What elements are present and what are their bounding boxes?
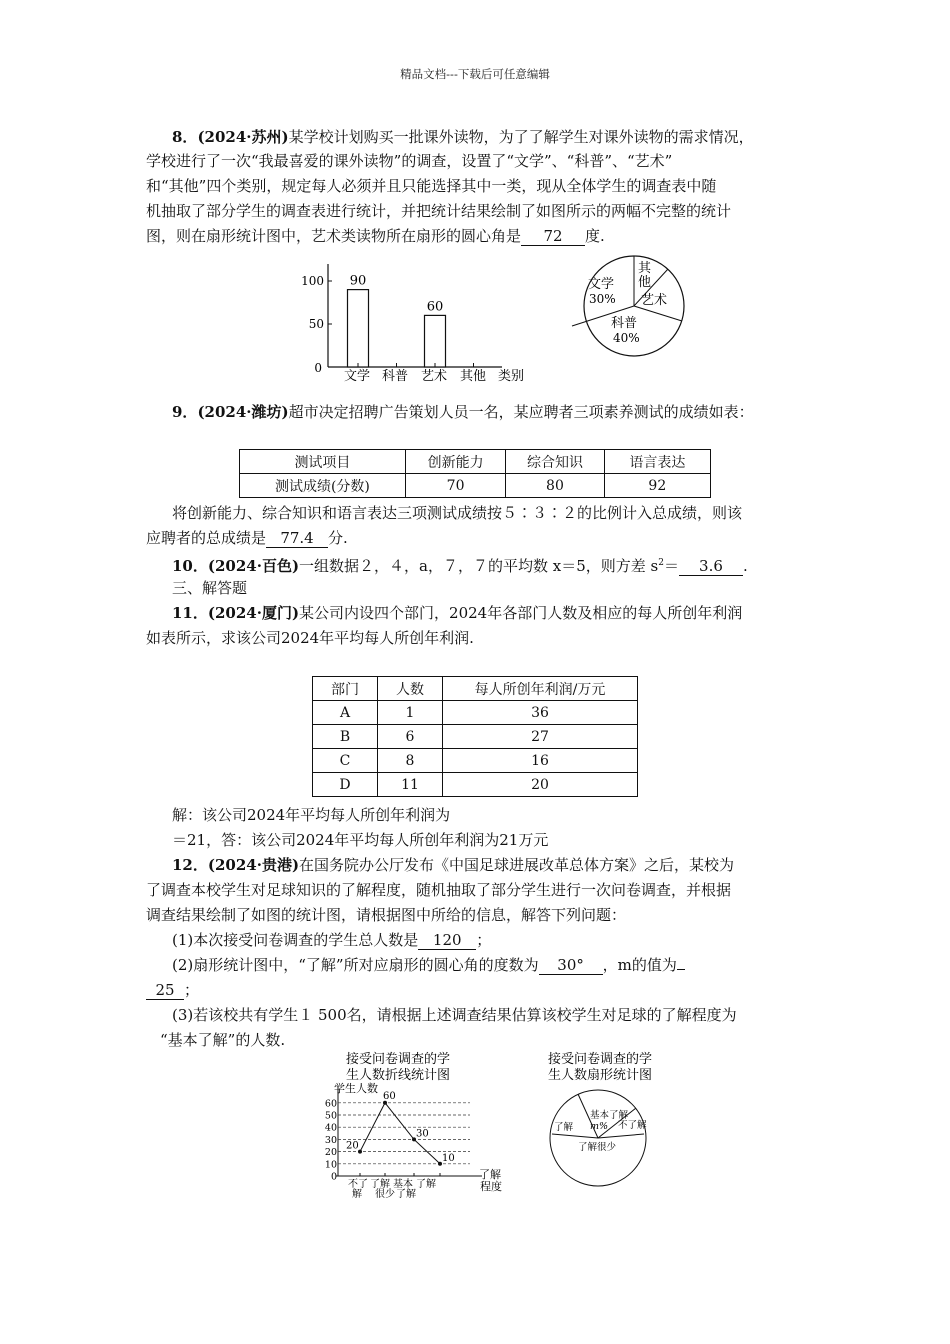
line-ytick-40: 40 — [324, 1122, 337, 1134]
q11-cell: A — [313, 701, 378, 725]
q11-line1 — [172, 601, 812, 625]
q10-eq: ＝ — [663, 557, 679, 575]
q12-answer-3: 25 — [146, 981, 184, 1000]
q9-text-3b: 分. — [328, 529, 348, 547]
line-xlabel-2: 程度 — [480, 1180, 502, 1193]
q12-part1 — [172, 928, 812, 952]
section-title: 三、解答题 — [172, 579, 248, 597]
q11-cell: 16 — [443, 749, 638, 773]
q12-part2-cont — [146, 978, 786, 1002]
q10-number: 10． — [172, 557, 208, 575]
q12-p2-text: (2)扇形统计图中，“了解”所对应扇形的圆心角的度数为 — [172, 956, 539, 974]
pie1-pct-wenxue: 30% — [589, 292, 616, 306]
line-xtick-b-2: 了解 — [396, 1189, 416, 1200]
line-ytick-10: 10 — [324, 1159, 337, 1171]
q8-line3: 和“其他”四个类别，规定每人必须并且只能选择其中一类，现从全体学生的调查表中随 — [146, 177, 717, 195]
q9-table — [239, 449, 711, 498]
q11-table-row — [313, 773, 638, 797]
q12-text-1: 在国务院办公厅发布《中国足球进展改革总体方案》之后，某校为 — [299, 856, 735, 874]
pie1-pct-kepu: 40% — [613, 331, 640, 345]
pie1-label-kepu: 科普 — [611, 316, 638, 331]
q10-line — [172, 551, 812, 578]
q11-solution-1: 解：该公司2024年平均每人所创年利润为 — [172, 806, 451, 824]
line-title-1: 接受问卷调查的学 — [345, 1052, 451, 1067]
line-xtick-a-0: 不了 — [348, 1179, 368, 1190]
q9-number: 9． — [172, 403, 198, 421]
q9-th-innovation: 创新能力 — [405, 450, 505, 474]
q10-answer: 3.6 — [679, 557, 743, 576]
bar-xlabel-qita: 其他 — [460, 369, 487, 384]
q11-line2: 如表所示，求该公司2024年平均每人所创年利润. — [146, 629, 474, 647]
q9-text-3: 应聘者的总成绩是 — [146, 529, 267, 547]
q11-source: (2024·厦门) — [207, 604, 300, 622]
line-xtick-b-0: 解 — [352, 1189, 362, 1200]
line-ytick-50: 50 — [324, 1110, 337, 1122]
q12-line3: 调查结果绘制了如图的统计图，请根据图中所给的信息，解答下列问题： — [146, 906, 627, 924]
q11-cell: C — [313, 749, 378, 773]
q11-th-count: 人数 — [378, 677, 443, 701]
pie2-label-liaojie: 了解 — [554, 1122, 574, 1133]
q12-blank-tail — [677, 969, 685, 970]
q11-cell: 20 — [443, 773, 638, 797]
line-xlabel-1: 了解 — [479, 1168, 501, 1181]
pie2-label-buliaojie: 不了解 — [618, 1120, 647, 1131]
pie2-pct-m: m% — [590, 1121, 609, 1132]
q11-cell: 36 — [443, 701, 638, 725]
q11-cell: 6 — [378, 725, 443, 749]
q9-td-expression: 92 — [604, 474, 710, 498]
line-ytick-0: 0 — [330, 1171, 337, 1183]
line-ytick-30: 30 — [324, 1134, 337, 1146]
q8-line2: 学校进行了一次“我最喜爱的课外读物”的调查，设置了“文学”、“科普”、“艺术” — [146, 152, 673, 170]
q11-cell: 1 — [378, 701, 443, 725]
q11-solution-2: ＝21，答：该公司2024年平均每人所创年利润为21万元 — [172, 831, 549, 849]
pie2-label-jiben: 基本了解 — [590, 1110, 629, 1121]
q9-line3 — [146, 526, 786, 550]
q11-table-row — [313, 725, 638, 749]
q9-table-head — [240, 450, 711, 474]
q12-p1-end: ； — [476, 931, 492, 949]
q11-cell: 8 — [378, 749, 443, 773]
bar-ytick-100: 100 — [301, 274, 324, 288]
q10-text: 一组数据２，４，a，７，７的平均数 x＝5，则方差 s — [299, 557, 659, 575]
pie2-title-2: 生人数扇形统计图 — [547, 1068, 653, 1083]
q8-text-5b: 度. — [585, 227, 605, 245]
q11-cell: 11 — [378, 773, 443, 797]
bar-2 — [425, 315, 446, 367]
line-title-2: 生人数折线统计图 — [345, 1068, 451, 1083]
q9-line1 — [172, 400, 812, 424]
pie2-label-henshao: 了解很少 — [578, 1142, 617, 1153]
q9-table-row — [240, 474, 711, 498]
pie-chart-reading — [566, 252, 712, 362]
bar-label-2: 60 — [426, 299, 444, 315]
q11-th-dept: 部门 — [313, 677, 378, 701]
q11-number: 11． — [172, 604, 208, 622]
q11-cell: D — [313, 773, 378, 797]
page-header: 精品文档---下载后可任意编辑 — [400, 67, 550, 81]
q9-th-item: 测试项目 — [240, 450, 406, 474]
q9-source: (2024·潍坊) — [197, 403, 289, 421]
q12-part3-cont: “基本了解”的人数. — [160, 1031, 286, 1049]
line-xtick-a-1: 了解 — [370, 1179, 390, 1190]
line-label-2: 30 — [416, 1128, 429, 1140]
q12-p2-text-b: ，m的值为 — [602, 956, 677, 974]
q9-text: 超市决定招聘广告策划人员一名，某应聘者三项素养测试的成绩如表： — [288, 403, 754, 421]
q8-number: 8． — [172, 128, 198, 146]
q9-line2: 将创新能力、综合知识和语言表达三项测试成绩按５∶３∶２的比例计入总成绩，则该 — [172, 504, 743, 522]
bar-xlabel-yishu: 艺术 — [421, 369, 448, 384]
line-xtick-a-2: 基本 — [393, 1179, 413, 1190]
q12-answer-1: 120 — [418, 931, 476, 950]
q12-line2: 了调查本校学生对足球知识的了解程度，随机抽取了部分学生进行一次问卷调查，并根据 — [146, 881, 732, 899]
q12-number: 12． — [172, 856, 208, 874]
bar-ytick-50: 50 — [308, 317, 324, 331]
bar-0 — [348, 290, 369, 367]
q12-p1-text: (1)本次接受问卷调查的学生总人数是 — [172, 931, 419, 949]
pie1-label-yishu: 艺术 — [641, 293, 668, 308]
q8-line5 — [146, 224, 786, 248]
q9-answer: 77.4 — [266, 529, 328, 548]
q10-sup: 2 — [658, 558, 664, 568]
line-label-0: 20 — [346, 1140, 359, 1152]
q8-answer: 72 — [521, 227, 585, 246]
q11-table-row — [313, 701, 638, 725]
bar-chart — [300, 258, 540, 388]
bar-ytick-0: 0 — [314, 361, 322, 375]
bar-xlabel-wenxue: 文学 — [344, 369, 371, 384]
bar-xlabel-kepu: 科普 — [382, 369, 409, 384]
q10-end: . — [742, 557, 748, 575]
q8-text-5: 图，则在扇形统计图中，艺术类读物所在扇形的圆心角是 — [146, 227, 522, 245]
q8-line1 — [172, 125, 812, 149]
q11-cell: 27 — [443, 725, 638, 749]
q11-table-row — [313, 749, 638, 773]
bar-xlabel-category: 类别 — [498, 369, 525, 384]
pie1-label-qita-1: 其 — [638, 261, 652, 276]
q8-line4: 机抽取了部分学生的调查表进行统计，并把统计结果绘制了如图所示的两幅不完整的统计 — [146, 202, 732, 220]
q11-cell: B — [313, 725, 378, 749]
q10-source: (2024·百色) — [207, 557, 300, 575]
pie-chart-survey — [540, 1050, 670, 1198]
q8-source: (2024·苏州) — [197, 128, 289, 146]
q9-td-knowledge: 80 — [506, 474, 604, 498]
q12-p2-end: ； — [184, 981, 200, 999]
line-xtick-a-3: 了解 — [416, 1179, 436, 1190]
bar-label-0: 90 — [349, 273, 367, 289]
q9-td-label: 测试成绩(分数) — [240, 474, 406, 498]
line-xtick-b-1: 很少 — [375, 1189, 395, 1200]
pie1-label-qita-2: 他 — [638, 275, 652, 290]
line-chart-survey — [324, 1050, 520, 1200]
pie2-title-1: 接受问卷调查的学 — [547, 1052, 653, 1067]
q8-text-1: 某学校计划购买一批课外读物，为了了解学生对课外读物的需求情况， — [288, 128, 754, 146]
line-label-1: 60 — [383, 1090, 396, 1102]
q9-th-knowledge: 综合知识 — [506, 450, 604, 474]
q12-source: (2024·贵港) — [207, 856, 300, 874]
q9-td-innovation: 70 — [405, 474, 505, 498]
q12-answer-2: 30° — [539, 956, 603, 975]
q11-text-1: 某公司内设四个部门，2024年各部门人数及相应的每人所创年利润 — [299, 604, 743, 622]
q9-th-expression: 语言表达 — [604, 450, 710, 474]
pie1-label-wenxue: 文学 — [588, 277, 615, 292]
q12-line1 — [172, 853, 812, 877]
line-ylabel: 学生人数 — [334, 1082, 378, 1095]
q12-part2 — [172, 953, 812, 977]
q11-table — [312, 676, 638, 797]
q12-part3: (3)若该校共有学生１ 500名，请根据上述调查结果估算该校学生对足球的了解程度为 — [172, 1006, 737, 1024]
line-ytick-60: 60 — [324, 1098, 337, 1110]
line-ytick-20: 20 — [324, 1147, 337, 1159]
q11-table-head — [313, 677, 638, 701]
line-label-3: 10 — [442, 1152, 455, 1164]
q11-th-profit: 每人所创年利润/万元 — [443, 677, 638, 701]
